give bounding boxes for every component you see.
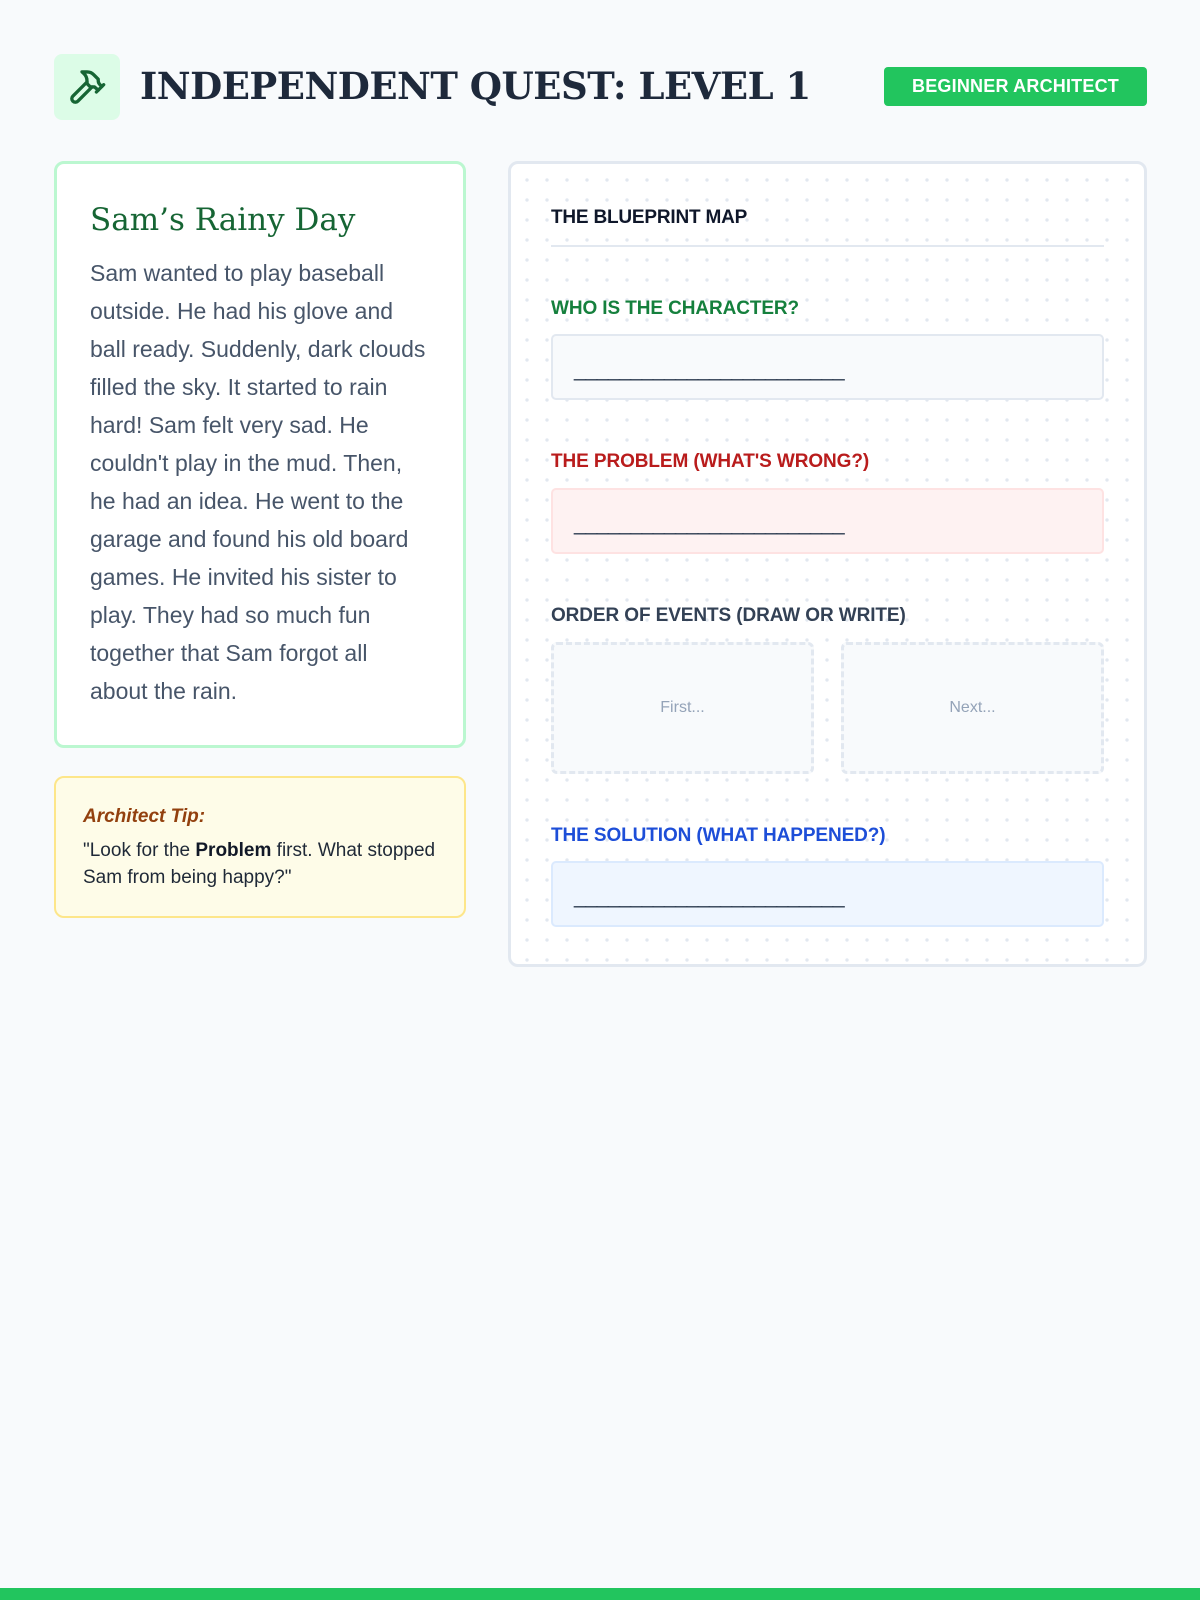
hammer-icon bbox=[54, 54, 120, 120]
tip-title: Architect Tip: bbox=[83, 806, 206, 827]
event-next-placeholder: Next... bbox=[949, 699, 996, 716]
blueprint-divider bbox=[551, 245, 1104, 247]
event-next-box[interactable] bbox=[841, 642, 1104, 774]
solution-label: THE SOLUTION (WHAT HAPPENED?) bbox=[551, 825, 886, 846]
page-title: INDEPENDENT QUEST: LEVEL 1 bbox=[140, 64, 811, 108]
event-first-box[interactable] bbox=[551, 642, 814, 774]
story-text: Sam wanted to play baseball outside. He had his glove and ball ready. Suddenly, dark clouds filled the sky. It started to rain hard! Sam felt very sad. He couldn't play in the mud. Then, he had an idea. He went to the garage and found his old board games. He invited his sister to play. They had so much fun together that Sam forgot all about the rain. bbox=[90, 260, 426, 704]
solution-answer-field[interactable]: ________________________ bbox=[551, 861, 1104, 927]
architect-tip-card bbox=[54, 776, 466, 918]
character-label: WHO IS THE CHARACTER? bbox=[551, 298, 800, 319]
story-title: Sam’s Rainy Day bbox=[90, 202, 356, 238]
story-card bbox=[54, 161, 466, 748]
bottom-accent-bar bbox=[0, 1588, 1200, 1600]
tip-text-emphasis: Problem bbox=[195, 840, 272, 861]
blueprint-heading: THE BLUEPRINT MAP bbox=[551, 207, 748, 228]
problem-label: THE PROBLEM (WHAT'S WRONG?) bbox=[551, 451, 870, 472]
level-badge: BEGINNER ARCHITECT bbox=[884, 67, 1147, 106]
character-answer-field[interactable]: ________________________ bbox=[551, 334, 1104, 400]
problem-answer-field[interactable]: ________________________ bbox=[551, 488, 1104, 554]
tip-text bbox=[83, 837, 438, 891]
order-of-events-label: ORDER OF EVENTS (DRAW OR WRITE) bbox=[551, 605, 906, 626]
page-header bbox=[54, 54, 1147, 120]
tip-text-start: "Look for the bbox=[83, 840, 196, 861]
event-first-placeholder: First... bbox=[660, 699, 705, 716]
tip-text-end: first. What stopped Sam from being happy?" bbox=[83, 840, 436, 888]
blueprint-map-panel bbox=[508, 161, 1147, 967]
